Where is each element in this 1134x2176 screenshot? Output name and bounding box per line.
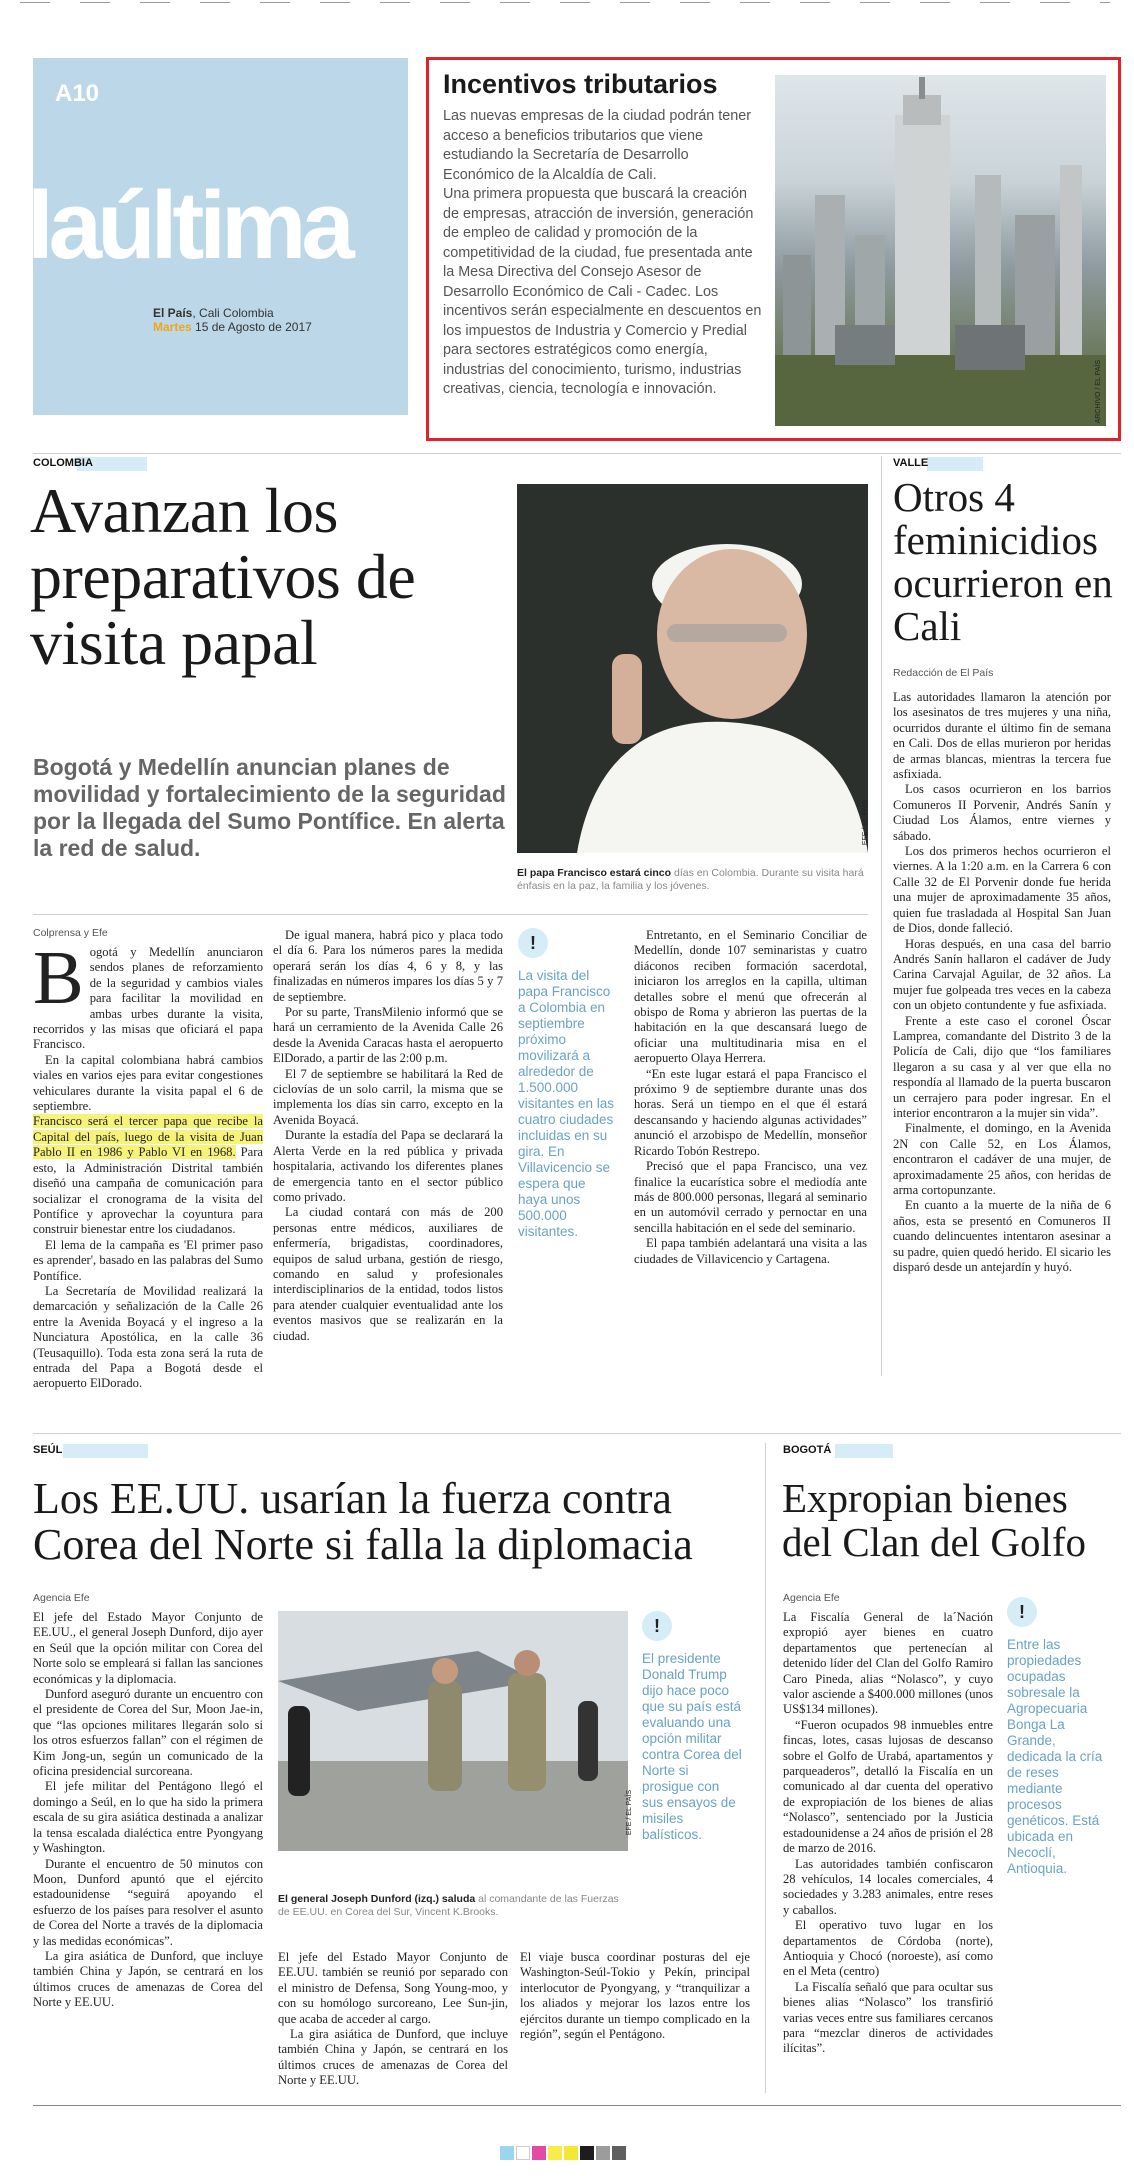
- papal-col-1: [33, 936, 263, 1392]
- papal-sidebox-text: La visita del papa Francisco a Colombia en septiembre próximo movilizará a alrededor de 1.500.000 visitantes en las cuatro ciudades incluidas en su gira. En Villavicencio se espera que haya unos 500.000 visitantes.: [518, 968, 615, 1239]
- pope-illustration: [517, 484, 868, 853]
- papal-section-label: COLOMBIA: [33, 457, 93, 469]
- papal-p3-rest: Para esto, la Administración Distrital también diseñó una campaña de comunicación para socializar el cronograma de la visita del Pontífice y aprovechar la coyuntura para construir bienestar entre los ciudadanos.: [33, 1145, 263, 1237]
- color-swatch: [564, 2146, 578, 2160]
- incentivos-p2: Una primera propuesta que buscará la creación de empresas, atracción de inversión, generación de empleo de calidad y promoción de la competitividad de la ciudad, fue presentada ante la Mesa Directiva del Consejo Asesor de Desarrollo Económico de Cali - Cadec. Los incentivos serán especialmente en descuentos en los impuestos de Industria y Comercio y Predial para sectores estratégicos como energía, industrias del conocimiento, turismo, industrias creativas, ciencia, tecnología e innovación.: [443, 186, 762, 397]
- papal-p2: En la capital colombiana habrá cambios viales en varios ejes para evitar congestiones vehiculares durante la visita papal el 6 de septiembre.: [33, 1052, 263, 1114]
- feminicidios-headline: Otros 4 feminicidios ocurrieron en Cali: [893, 474, 1113, 649]
- weekday: Martes: [153, 320, 192, 334]
- bottom-divider: [33, 2105, 1121, 2106]
- incentivos-title: Incentivos tributarios: [443, 69, 718, 99]
- seul-p4: Durante el encuentro de 50 minutos con Moon, Dunford apuntó que el ejército estadounidense “seguirá apoyando el esfuerzo de los países para resolver el asunto de Corea del Norte a través de la diplomacia y las medidas económicas”.: [33, 1856, 263, 1948]
- seul-col-3: [520, 1950, 750, 2042]
- seul-sidebox: [642, 1611, 742, 1843]
- incentivos-photo-credit: ARCHIVO / EL PAÍS: [1095, 360, 1102, 424]
- feminicidios-p5: Frente a este caso el coronel Óscar Lamprea, comandante del Distrito 3 de la Policía de Cali, dijo que “los familiares llegaron a su casa y al ver que ella no respondía al llamado de la puerta buscaron un cerrajero para poder ingresar. En el interior encontraron a la mujer sin vida”.: [893, 1013, 1111, 1120]
- seul-caption-rest: al comandante de las Fuerzas de EE.UU. en Corea del Sur, Vincent K.Brooks.: [278, 1893, 619, 1918]
- papal-p14: El papa también adelantará una visita a las ciudades de Villavicencio y Cartagena.: [634, 1236, 867, 1266]
- seul-headline: Los EE.UU. usarían la fuerza contra Corea del Norte si falla la diplomacia: [33, 1474, 693, 1569]
- page-number: A10: [55, 80, 100, 107]
- color-swatch: [548, 2146, 562, 2160]
- golfo-headline: Expropian bienes del Clan del Golfo: [782, 1475, 1087, 1565]
- feminicidios-p6: Finalmente, el domingo, en la Avenida 2N con Calle 52, en Los Álamos, encontraron el cadáver de una mujer, de aproximadamente 25 años, con heridas de arma cortopunzante.: [893, 1121, 1111, 1197]
- seul-section-label: SEÚL: [33, 1444, 63, 1456]
- feminicidios-p7: En cuanto a la muerte de la niña de 6 años, esta se presentó en Comuneros II cuando delincuentes intentaron asesinar a su padre, quien quedó herido. El sicario les disparó desde un antejardín y huyó.: [893, 1198, 1111, 1275]
- papal-p3: [33, 1114, 263, 1237]
- papal-sidebox: [518, 928, 615, 1240]
- seul-sidebox-text: El presidente Donald Trump dijo hace poco que su país está evaluando una opción militar contra Corea del Norte si prosigue con sus ensayos de misiles balísticos.: [642, 1651, 742, 1842]
- papal-p5: La Secretaría de Movilidad realizará la demarcación y señalización de la Calle 26 entre la Avenida Boyacá y el ingreso a la Nunciatura Apostólica, en la calle 36 (Teusaquillo). Toda esta zona será la ruta de entrada del Papa a Bogotá desde el aeropuerto ElDorado.: [33, 1283, 263, 1391]
- seul-p6: El jefe del Estado Mayor Conjunto de EE.UU. también se reunió por separado con el ministro de Defensa, Song Young-moo, y con su homólogo surcoreano, Lee Sun-jin, que acaba de acceder al cargo.: [278, 1950, 508, 2026]
- papal-byline: Colprensa y Efe: [33, 927, 108, 939]
- papal-col-2: [273, 928, 503, 1344]
- papal-caption-rest: días en Colombia. Durante su visita hará énfasis en la paz, la familia y los jóvenes.: [517, 867, 864, 892]
- cali-skyline-photo: [775, 75, 1106, 426]
- feminicidios-p2: Los casos ocurrieron en los barrios Comuneros II Porvenir, Andrés Sanín y Ciudad Los Álamos, entre viernes y sábado.: [893, 782, 1111, 843]
- masthead-dateline: [153, 306, 312, 334]
- incentivos-text: [443, 107, 763, 400]
- papal-feminicidios-divider: [881, 456, 882, 1376]
- registration-colorbar: [500, 2146, 626, 2160]
- golfo-p2: “Fueron ocupados 98 inmuebles entre fincas, lotes, casas lujosas de descanso sobre el Golfo de Urabá, apartamentos y parqueaderos”, detalló la Fiscalía en un comunicado al dar cuenta del operativo de expropiación de los bienes de alias “Nolasco”, sentenciado por la Justicia estadounidense a 24 años de prisión el 28 de marzo de 2016.: [783, 1717, 993, 1856]
- seul-p2: Dunford aseguró durante un encuentro con el presidente de Corea del Sur, Moon Jae-in, que “las opciones militares llegarán solo si los otros esfuerzos fallan” con el régimen de Kim Jong-un, según un comunicado de la oficina presidencial surcoreana.: [33, 1687, 263, 1779]
- seul-caption: [278, 1893, 628, 1919]
- golfo-body: [783, 1610, 993, 2057]
- papal-p8: El 7 de septiembre se habilitará la Red de ciclovías de un solo carril, la misma que se implementa los días sin carro, excepto en la Avenida Boyacá.: [273, 1066, 503, 1127]
- papal-photo-credit: EFE / EL PAÍS: [862, 800, 869, 846]
- golfo-section-label: BOGOTÁ: [783, 1444, 832, 1456]
- exclamation-icon: !: [642, 1611, 672, 1641]
- seul-col-2: [278, 1950, 508, 2089]
- seul-golfo-divider: [765, 1443, 766, 2093]
- feminicidios-p4: Horas después, en una casa del barrio Andrés Sanín hallaron el cadáver de Judy Carina Carvajal Aguilar, de 32 años. La mujer fue golpeada tres veces en la cabeza con un objeto contundente y fue asfixiada.: [893, 936, 1111, 1013]
- color-swatch: [596, 2146, 610, 2160]
- feminicidios-byline: Redacción de El País: [893, 667, 994, 679]
- papal-caption: [517, 867, 867, 893]
- papal-p10: La ciudad contará con más de 200 personas entre médicos, auxiliares de enfermería, brigadistas, coordinadores, equipos de salud urbana, gestión de riesgo, comando en salud y profesionales interdisciplinarios de la entidad, todos listos para atender cualquier eventualidad ante los eventos masivos que se realizarán en la ciudad.: [273, 1205, 503, 1343]
- dunford-photo: [278, 1611, 628, 1851]
- golfo-p1: La Fiscalía General de la´Nación expropió ayer bienes en cuatro departamentos que pertenecían al detenido líder del Clan del Golfo Ramiro Caro Pineda, alias “Nolasco”, y cuyo valor asciende a $400.000 millones (unos US$134 millones).: [783, 1610, 993, 1717]
- papal-p7: Por su parte, TransMilenio informó que se hará un cerramiento de la Avenida Calle 26 desde la Avenida Caracas hasta el aeropuerto ElDorado, a partir de las 2:00 p.m.: [273, 1005, 503, 1066]
- seul-p1: El jefe del Estado Mayor Conjunto de EE.UU., el general Joseph Dunford, dijo ayer en Seúl que la opción militar con Corea del Norte solo se empleará si fallan las sanciones económicas y la diplomacia.: [33, 1610, 263, 1686]
- feminicidios-body: [893, 690, 1111, 1275]
- color-swatch: [612, 2146, 626, 2160]
- color-swatch: [580, 2146, 594, 2160]
- seul-p7: La gira asiática de Dunford, que incluye también China y Japón, se centrará en los últimos cruces de amenazas de Corea del Norte y EE.UU.: [278, 2027, 508, 2088]
- papal-caption-bold: El papa Francisco estará cinco: [517, 867, 672, 879]
- papal-body-divider: [33, 914, 868, 915]
- papal-p3-highlight: Francisco será el tercer papa que recibe la Capital del país, luego de la visita de Juan Pablo II en 1986 y Pablo VI en 1968.: [33, 1114, 263, 1160]
- seul-p5: La gira asiática de Dunford, que incluye también China y Japón, se centrará en los últimos cruces de amenazas de Corea del Norte y EE.UU.: [33, 1948, 263, 2010]
- golfo-p4: El operativo tuvo lugar en los departamentos de Córdoba (norte), Antioquia y Chocó (noroeste), así como en el Meta (centro): [783, 1918, 993, 1979]
- golfo-sidebox: [1007, 1597, 1112, 1877]
- seul-caption-bold: El general Joseph Dunford (izq.) saluda: [278, 1893, 476, 1905]
- papal-p13: Precisó que el papa Francisco, una vez finalice la eucarística sobre el mediodía ante más de 800.000 personas, llegará al seminario en un automóvil cerrado y pernoctar en una sencilla habitación en el sede del seminario.: [634, 1159, 867, 1235]
- exclamation-icon: !: [518, 928, 548, 958]
- papal-p11: Entretanto, en el Seminario Conciliar de Medellín, donde 107 seminaristas y cuatro diáconos reciben formación sacerdotal, iniciaron los arreglos en la capilla, ultiman detalles sobre el menú que ofrecerán al obispo de Roma y abrieron las puertas de la habitación en la que descansará luego de oficiar una multitudinaria misa en el aeropuerto Olaya Herrera.: [634, 928, 867, 1066]
- golfo-byline: Agencia Efe: [783, 1592, 840, 1604]
- top-divider: [33, 453, 1121, 454]
- masthead: [27, 58, 408, 415]
- seul-p3: El jefe militar del Pentágono llegó el domingo a Seúl, en lo que ha sido la primera escala de su gira asiática destinada a analizar la tensa escalada dialéctica entre Pyongyang y Washington.: [33, 1779, 263, 1856]
- golfo-p5: La Fiscalía señaló que para ocultar sus bienes alias “Nolasco” los transfirió varias veces entre sus familiares cercanos para “mezclar dineros de actividades ilícitas”.: [783, 1979, 993, 2056]
- feminicidios-p3: Los dos primeros hechos ocurrieron el viernes. A la 1:20 a.m. en la Carrera 6 con Calle 32 de El Porvenir donde fue herida una mujer de aproximadamente 35 años, quien fue trasladada al Hospital San Juan de Dios, donde falleció.: [893, 844, 1111, 936]
- papal-p6: De igual manera, habrá pico y placa todo el día 6. Para los números pares la medida operará serán los días 4, 6 y 8, y las finalizadas en números impares los días 5 y 7 de septiembre.: [273, 928, 503, 1004]
- papal-col-3: [634, 928, 867, 1267]
- seul-photo-credit: EFE / EL PAÍS: [626, 1790, 633, 1836]
- seul-byline: Agencia Efe: [33, 1592, 90, 1604]
- papal-p12: “En este lugar estará el papa Francisco el próximo 9 de septiembre durante unas dos horas. Será un tiempo en el que él estará descansando y haciendo algunas actividades” anunció el arzobispo de Medellín, monseñor Ricardo Tobón Restrepo.: [634, 1066, 867, 1158]
- golfo-p3: Las autoridades también confiscaron 28 vehículos, 14 locales comerciales, 4 sociedades y 3.283 animales, entre reses y caballos.: [783, 1856, 993, 1917]
- middle-divider: [33, 1433, 1121, 1434]
- incentivos-p1: Las nuevas empresas de la ciudad podrán tener acceso a beneficios tributarios que viene estudiando la Secretaría de Desarrollo Económico de la Alcaldía de Cali.: [443, 108, 752, 183]
- publication-name: El País: [153, 306, 193, 320]
- papal-subheadline: Bogotá y Medellín anuncian planes de movilidad y fortalecimiento de la seguridad por la llegada del Sumo Pontífice. En alerta la red de salud.: [33, 754, 506, 861]
- papal-headline: Avanzan los preparativos de visita papal: [30, 475, 416, 678]
- dunford-illustration: [278, 1611, 628, 1851]
- papal-p1: ogotá y Medellín anunciaron sendos planes de reforzamiento de la seguridad y cambios viales para facilitar la movilidad en ambas urbes durante la visita, recorridos y las misas que oficiará el papa Francisco.: [33, 945, 263, 1052]
- top-crop-strip: [0, 0, 1134, 6]
- color-swatch: [532, 2146, 546, 2160]
- golfo-sidebox-text: Entre las propiedades ocupadas sobresale la Agropecuaria Bonga La Grande, dedicada la cría de reses mediante procesos genéticos. Está ubicada en Necoclí, Antioquia.: [1007, 1637, 1103, 1876]
- publication-city: , Cali Colombia: [192, 306, 274, 320]
- seul-col-1: [33, 1610, 263, 2011]
- color-swatch: [500, 2146, 514, 2160]
- papal-dropcap: B: [33, 936, 84, 1020]
- color-swatch: [516, 2146, 530, 2160]
- incentivos-box: [426, 57, 1121, 441]
- papal-p4: El lema de la campaña es 'El primer paso es aprender', basado en las palabras del Sumo Pontífice.: [33, 1237, 263, 1283]
- section-logo: laúltima: [27, 172, 350, 279]
- seul-p8: El viaje busca coordinar posturas del eje Washington-Seúl-Tokio y Pekín, principal interlocutor de Pyongyang, y “tranquilizar a los aliados y mejorar los lazos entre los ejércitos durante un tiempo complicado en la región”, según el Pentágono.: [520, 1950, 750, 2042]
- feminicidios-p1: Las autoridades llamaron la atención por los asesinatos de tres mujeres y una niña, ocurridos durante el último fin de semana en Cali. Dos de ellas murieron por heridas de armas blancas, mientras la tercera fue asfixiada.: [893, 690, 1111, 782]
- exclamation-icon: !: [1007, 1597, 1037, 1627]
- skyline-illustration: [775, 75, 1106, 426]
- pope-francis-photo: [517, 484, 868, 853]
- papal-p9: Durante la estadía del Papa se declarará la Alerta Verde en la red pública y privada hospitalaria, activando los diferentes planes de emergencia tanto en el sector público como privado.: [273, 1128, 503, 1204]
- feminicidios-section-label: VALLE: [893, 457, 929, 469]
- date: 15 de Agosto de 2017: [191, 320, 312, 334]
